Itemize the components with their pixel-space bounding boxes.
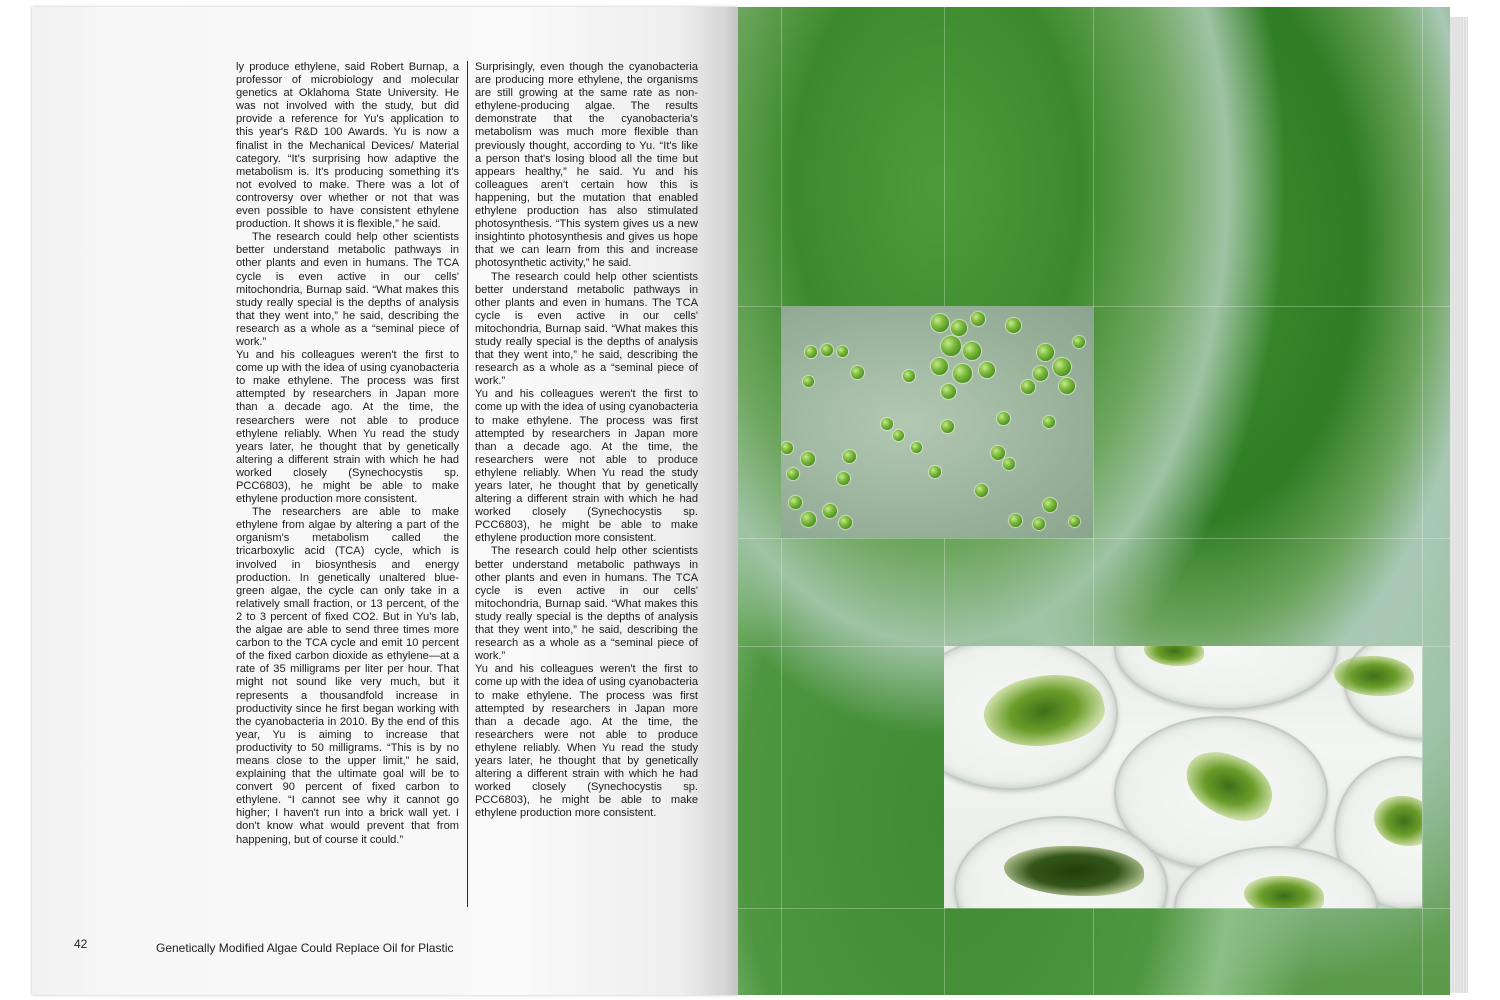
column1-paragraph-2: The research could help other scientists better understand metabolic pathways in other plants and even in humans. The TCA cycle is even active in our cells' mitochondria, Burnap said. “What makes this study really special is the depths of analysis that they went into,” he said, describing the research as a whole as a “seminal piece of work.” <box>236 231 459 348</box>
page-number: 42 <box>74 937 88 951</box>
column2-paragraph-5: Yu and his colleagues weren't the first to come up with the idea of using cyanobacteria to make ethylene. The process was first attempted by researchers in Japan more than a decade ago. At the time, the researchers were not able to produce ethylene reliably. When Yu read the study years later, he thought that by genetically altering a different strain with which he had worked closely (Synechocystis sp. PCC6803), he might be able to make ethylene production more consistent. <box>475 663 698 820</box>
column2-paragraph-2: The research could help other scientists better understand metabolic pathways in other plants and even in humans. The TCA cycle is even active in our cells' mitochondria, Burnap said. “What makes this study really special is the depths of analysis that they went into,” he said, describing the research as a whole as a “seminal piece of work.” <box>475 270 698 388</box>
right-page-photo-collage <box>738 7 1450 995</box>
column2-paragraph-4: The research could help other scientists better understand metabolic pathways in other plants and even in humans. The TCA cycle is even active in our cells' mitochondria, Burnap said. “What makes this study really special is the depths of analysis that they went into,” he said, describing the research as a whole as a “seminal piece of work.” <box>475 545 698 663</box>
running-title: Genetically Modified Algae Could Replace Oil for Plastic <box>156 941 454 955</box>
page-edges <box>1450 17 1468 993</box>
text-column-2 <box>475 61 698 820</box>
text-column-1 <box>236 61 459 847</box>
column2-paragraph-1: Surprisingly, even though the cyanobacteria are producing more ethylene, the organisms are still growing at the same rate as non-ethylene-producing algae. The results demonstrate that the cyanobacteria's metabolism was much more flexible than previously thought, according to Yu. “It's like a person that's losing blood all the time but appears healthy,” he said. Yu and his colleagues aren't certain how this is happening, but the mutation that enabled ethylene production has also stimulated photosynthesis. “This system gives us a new insightinto photosynthesis and gives us hope that we can learn from this and increase photosynthetic activity,” he said. <box>475 61 698 270</box>
petri-dishes-photo <box>944 646 1422 908</box>
left-page <box>32 7 738 995</box>
microscope-cells-photo <box>781 306 1093 538</box>
column2-paragraph-3: Yu and his colleagues weren't the first to come up with the idea of using cyanobacteria to make ethylene. The process was first attempted by researchers in Japan more than a decade ago. At the time, the researchers were not able to produce ethylene reliably. When Yu read the study years later, he thought that by genetically altering a different strain with which he had worked closely (Synechocystis sp. PCC6803), he might be able to make ethylene production more consistent. <box>475 388 698 545</box>
column1-paragraph-1: ly produce ethylene, said Robert Burnap, a professor of microbiology and molecular genetics at Oklahoma State University. He was not involved with the study, but did provide a reference for Yu's application to this year's R&D 100 Awards. Yu is now a finalist in the Mechanical Devices/ Material category. “It's surprising how adaptive the metabolism is. It's producing something it's not evolved to make. There was a lot of controversy over whether or not that was even possible to have consistent ethylene production. It shows it is flexible,” he said. <box>236 61 459 231</box>
magazine-spread <box>32 7 1468 995</box>
column-divider <box>467 61 468 907</box>
column1-paragraph-4: The researchers are able to make ethylene from algae by altering a part of the organism's metabolism called the tricarboxylic acid (TCA) cycle, which is involved in biosynthesis and energy production. In genetically unaltered blue-green algae, the cycle can only take in a relatively small fraction, or 13 percent, of the 2 to 3 percent of fixed CO2. But in Yu's lab, the algae are able to send three times more carbon to the TCA cycle and emit 10 percent of the fixed carbon dioxide as ethylene—at a rate of 35 milligrams per liter per hour. That might not sound like very much, but it represents a thousandfold increase in productivity since he first began working with the cyanobacteria in 2010. By the end of this year, Yu is aiming to increase that productivity to 50 milligrams. “This is by no means close to the upper limit,” he said, explaining that the ultimate goal will be to convert 90 percent of fixed carbon to ethylene. “I cannot see why it cannot go higher; I haven't run into a brick wall yet. I don't know what would prevent that from happening, but of course it could.” <box>236 506 459 846</box>
column1-paragraph-3: Yu and his colleagues weren't the first to come up with the idea of using cyanobacteria to make ethylene. The process was first attempted by researchers in Japan more than a decade ago. At the time, the researchers were not able to produce ethylene reliably. When Yu read the study years later, he thought that by genetically altering a different strain with which he had worked closely (Synechocystis sp. PCC6803), he might be able to make ethylene production more consistent. <box>236 349 459 506</box>
